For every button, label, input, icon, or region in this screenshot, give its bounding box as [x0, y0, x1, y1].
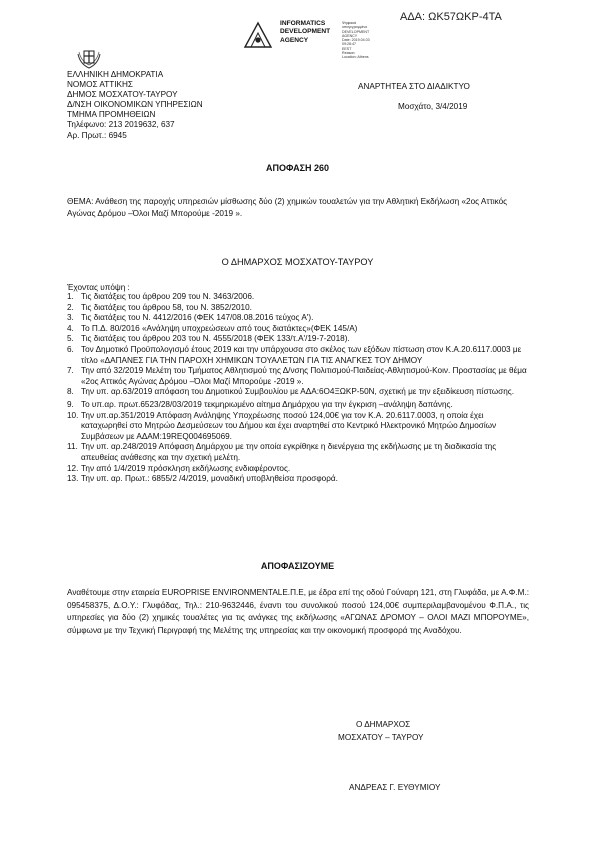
item-number: 7. — [67, 366, 74, 376]
item-text: Την υπ.αρ.351/2019 Απόφαση Ανάληψης Υποχρέωσης ποσού 124,00€ για τον Κ.Α. 20.6117.0003, η οποία έχει καταχωρηθεί στο Μητρώο Δεσμεύσεων του Δήμου και έχει αναρτηθεί στο Κεντρικό Ηλεκτρονικό Μητρώο Δημοσίων Συμβάσεων με ΑΔΑΜ:19REQ004695069. — [81, 410, 497, 441]
list-item — [67, 411, 529, 443]
item-number: 4. — [67, 323, 74, 333]
decision-text: Αναθέτουμε στην εταιρεία EUROPRISE ENVIRONMENTALE.Π.Ε, με έδρα επί της οδού Γούναρη 121, στη Γλυφάδα, με Α.Φ.Μ.: 095458375, Δ.Ο.Υ.: Γλυφάδας, Τηλ.: 210-9632446, έναντι του συνολικού ποσού 124,00€ συμπεριλαμβανομένου Φ.Π.Α., τις υπηρεσίες για δύο (2) χημικές τουαλέτες για τις ανάγκες της εκδήλωσης «ΑΓΩΝΑΣ ΔΡΟΜΟΥ – ΟΛΟΙ ΜΑΖΙ ΜΠΟΡΟΥΜΕ», σύμφωνα με την Τεχνική Περιγραφή της Μελέτης της υπηρεσίας και την οικονομική προσφορά της Αναδόχου. — [67, 588, 529, 635]
stamp-line: DEVELOPMENT AGENCY — [342, 29, 370, 38]
stamp-line: Location: Athens — [342, 55, 369, 60]
item-text: Τις διατάξεις του Ν. 4412/2016 (ΦΕΚ 147/08.08.2016 τεύχος Α'). — [81, 313, 314, 323]
list-item — [67, 292, 529, 303]
logo-line: INFORMATICS — [280, 20, 326, 27]
subject-text: ΘΕΜΑ: Ανάθεση της παροχής υπηρεσιών μίσθωσης δύο (2) χημικών τουαλετών για την Αθλητική Εκδήλωση «2ος Αττικός Αγώνας Δρόμου –Όλοι Μαζί Μπορούμε -2019 ». — [67, 197, 508, 218]
mayor-heading: Ο ΔΗΜΑΡΧΟΣ ΜΟΣΧΑΤΟΥ-ΤΑΥΡΟΥ — [221, 257, 374, 267]
signature-role: Ο ΔΗΜΑΡΧΟΣ — [356, 720, 411, 729]
list-item — [67, 464, 529, 475]
item-text: Τις διατάξεις του άρθρου 209 του Ν. 3463/2006. — [81, 292, 255, 301]
stamp-line: υπογεγραμμένο — [342, 25, 368, 30]
list-item — [67, 442, 529, 463]
legal-basis-list — [67, 292, 529, 485]
header-line: Αρ. Πρωτ.: 6945 — [67, 130, 127, 140]
item-text: Την υπ. αρ.63/2019 απόφαση του Δημοτικού Συμβουλίου με ΑΔΑ:6Ο4ΞΩΚΡ-50Ν, σχετική με την εξειδίκευση πίστωσης. — [81, 387, 514, 397]
signature-name: ΑΝΔΡΕΑΣ Γ. ΕΥΘΥΜΙΟΥ — [349, 783, 441, 792]
logo-line: DEVELOPMENT — [280, 28, 331, 36]
list-item — [67, 313, 529, 324]
signature-municipality: ΜΟΣΧΑΤΟΥ – ΤΑΥΡΟΥ — [338, 733, 424, 742]
list-item — [67, 303, 529, 314]
logo-text — [280, 20, 330, 45]
list-item — [67, 474, 529, 485]
header-line: ΝΟΜΟΣ ΑΤΤΙΚΗΣ — [67, 80, 133, 90]
header-line: ΔΗΜΟΣ ΜΟΣΧΑΤΟΥ-ΤΑΥΡΟΥ — [67, 90, 178, 100]
place-date: Μοσχάτο, 3/4/2019 — [398, 102, 468, 111]
item-number: 1. — [67, 292, 74, 301]
item-number: 11. — [67, 442, 78, 452]
item-number: 8. — [67, 387, 74, 397]
list-item — [67, 366, 529, 387]
item-number: 13. — [67, 474, 79, 484]
item-text: Την υπ. αρ.248/2019 Απόφαση Δημάρχου με την οποία εγκρίθηκε η διενέργεια της εκδήλωσης με τη διαδικασία της απευθείας ανάθεσης και την σχετική μελέτη. — [81, 442, 497, 462]
decide-heading: ΑΠΟΦΑΣΙΖΟΥΜΕ — [260, 561, 335, 571]
item-text: Τον Δημοτικό Προϋπολογισμό έτους 2019 και την υπάρχουσα στο σκέλος των εξόδων πίστωση στον Κ.Α.20.6117.0003 με τίτλο «ΔΑΠΑΝΕΣ ΓΙΑ ΤΗΝ ΠΑΡΟΧΗ ΧΗΜΙΚΩΝ ΤΟΥΑΛΕΤΩΝ ΓΙΑ ΤΙΣ ΑΝΑΓΚΕΣ ΤΟΥ ΔΗΜΟΥ — [81, 344, 522, 365]
stamp-line: Date: 2019.04.03 — [342, 38, 370, 43]
item-number: 6. — [67, 344, 74, 354]
item-text: Την από 1/4/2019 πρόσκληση εκδήλωσης ενδιαφέροντος. — [81, 463, 291, 473]
item-text: Το υπ.αρ. πρωτ.6523/28/03/2019 τεκμηριωμένο αίτημα Δημάρχου για την έγκριση –ανάληψη δαπάνης. — [81, 399, 453, 409]
header-line: ΤΜΗΜΑ ΠΡΟΜΗΘΕΙΩΝ — [67, 110, 156, 120]
di-agency-logo — [240, 18, 380, 60]
stamp-line: EEST — [342, 46, 352, 51]
stamp-line: Reason: — [342, 51, 356, 56]
item-text: Την από 32/2019 Μελέτη του Τμήματος Αθλητισμού της Δ/νσης Πολιτισμού-Παιδείας-Αθλητισμού-Κοιν. Προστασίας με θέμα «2ος Αττικός Αγώνας Δρόμου –Όλοι Μαζί Μπορούμε -2019 ». — [81, 366, 527, 386]
greek-emblem-icon — [75, 48, 103, 70]
item-text: Την υπ. αρ. Πρωτ.: 6855/2 /4/2019, μοναδική υποβληθείσα προσφορά. — [81, 474, 338, 484]
item-number: 9. — [67, 399, 74, 409]
header-line: ΕΛΛΗΝΙΚΗ ΔΗΜΟΚΡΑΤΙΑ — [67, 70, 164, 79]
item-number: 2. — [67, 302, 74, 312]
item-text: Τις διατάξεις του άρθρου 203 του Ν. 4555/2018 (ΦΕΚ 133/τ.Α'/19-7-2018). — [81, 334, 350, 344]
item-text: Το Π.Δ. 80/2016 «Ανάληψη υποχρεώσεων από τους διατάκτες»(ΦΕΚ 145/Α) — [81, 323, 358, 333]
issuer-header — [67, 70, 203, 141]
item-number: 10. — [67, 410, 79, 420]
list-item — [67, 387, 529, 398]
list-item — [67, 334, 529, 345]
list-item — [67, 400, 529, 411]
stamp-line: 09:28:47 — [342, 42, 356, 47]
item-text: Τις διατάξεις του άρθρου 58, του Ν. 3852/2010. — [81, 302, 252, 312]
considering-label: Έχοντας υπόψη : — [67, 283, 130, 292]
decision-title: ΑΠΟΦΑΣΗ 260 — [265, 163, 330, 173]
publish-note: ΑΝΑΡΤΗΤΕΑ ΣΤΟ ΔΙΑΔΙΚΤΥΟ — [358, 82, 470, 91]
agency-logo-icon — [242, 20, 274, 50]
list-item — [67, 345, 529, 366]
ada-code: ΑΔΑ: ΩΚ57ΩΚΡ-4ΤΑ — [400, 11, 502, 23]
logo-line: AGENCY — [280, 36, 309, 44]
item-number: 12. — [67, 463, 79, 473]
item-number: 5. — [67, 334, 74, 344]
header-line: Τηλέφωνο: 213 2019632, 637 — [67, 120, 175, 130]
digital-signature-stamp — [342, 21, 380, 60]
item-number: 3. — [67, 313, 74, 323]
header-line: Δ/ΝΣΗ ΟΙΚΟΝΟΜΙΚΩΝ ΥΠΗΡΕΣΙΩΝ — [67, 100, 203, 110]
stamp-line: Ψηφιακά — [342, 21, 357, 25]
list-item — [67, 324, 529, 335]
